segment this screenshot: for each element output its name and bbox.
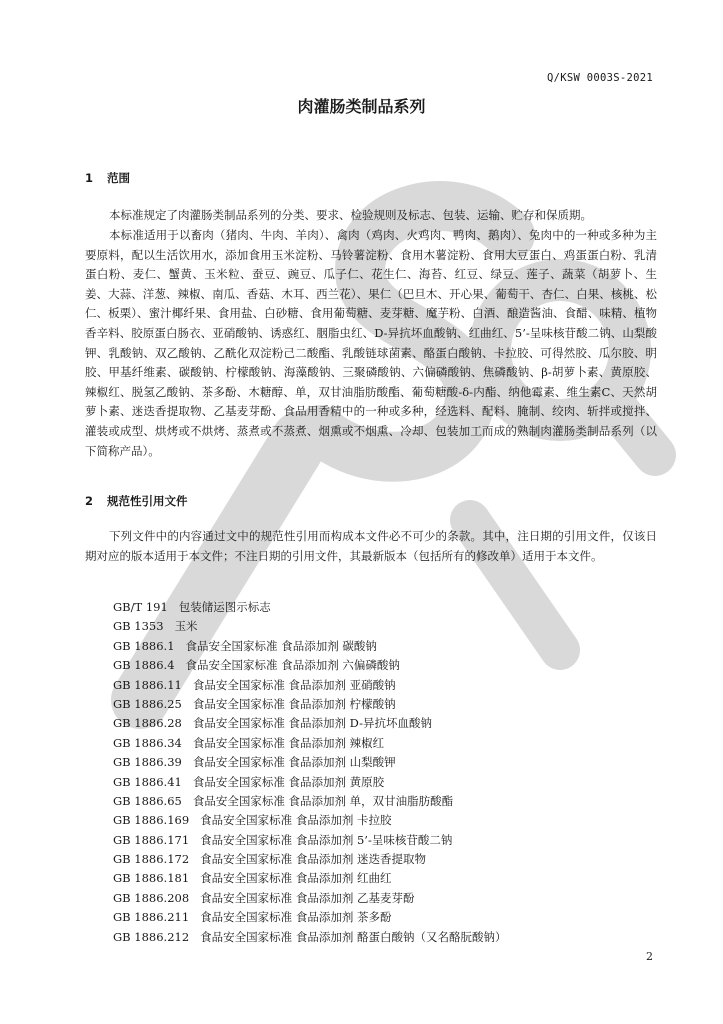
reference-item <box>113 676 506 695</box>
reference-item <box>113 831 506 850</box>
section-2-heading <box>85 493 188 509</box>
reference-title: 食品安全国家标准 食品添加剂 六偏磷酸钠 <box>185 658 400 673</box>
reference-title: 食品安全国家标准 食品添加剂 D-异抗坏血酸钠 <box>192 716 432 731</box>
reference-item <box>113 889 506 908</box>
reference-title: 食品安全国家标准 食品添加剂 茶多酚 <box>200 910 392 925</box>
reference-item <box>113 617 506 636</box>
reference-title: 食品安全国家标准 食品添加剂 柠檬酸钠 <box>192 696 396 711</box>
reference-title: 食品安全国家标准 食品添加剂 卡拉胶 <box>200 813 392 828</box>
reference-code: GB 1886.28 <box>113 716 182 731</box>
reference-code: GB 1886.181 <box>113 871 190 886</box>
reference-title: 食品安全国家标准 食品添加剂 碳酸钠 <box>185 638 377 653</box>
reference-item <box>113 695 506 714</box>
scope-paragraph-2: 本标准适用于以畜肉（猪肉、牛肉、羊肉）、禽肉（鸡肉、火鸡肉、鸭肉、鹅肉）、兔肉中的一种或多种为主要原料，配以生活饮用水，添加食用玉米淀粉、马铃薯淀粉、食用木薯淀粉、食用大豆蛋白、鸡蛋蛋白粉、乳清蛋白粉、麦仁、蟹黄、玉米粒、蚕豆、豌豆、瓜子仁、花生仁、海苔、红豆、绿豆、莲子、蔬菜（胡萝卜、生姜、大蒜、洋葱、辣椒、南瓜、香菇、木耳、西兰花）、果仁（巴旦木、开心果、葡萄干、杏仁、白果、核桃、松仁、板栗）、蜜汁椰纤果、食用盐、白砂糖、食用葡萄糖、麦芽糖、魔芋粉、白酒、酿造酱油、食醋、味精、植物香辛料、胶原蛋白肠衣、亚硝酸钠、诱惑红、胭脂虫红、D-异抗坏血酸钠、红曲红、5’-呈味核苷酸二钠、山梨酸钾、乳酸钠、双乙酸钠、乙酰化双淀粉己二酸酯、乳酸链球菌素、酪蛋白酸钠、卡拉胶、可得然胶、瓜尔胶、明胶、甲基纤维素、碳酸钠、柠檬酸钠、海藻酸钠、三聚磷酸钠、六偏磷酸钠、焦磷酸钠、β-胡萝卜素、黄原胶、辣椒红、脱氢乙酸钠、茶多酚、木糖醇、单，双甘油脂肪酸酯、葡萄糖酸-δ-内酯、纳他霉素、维生素C、天然胡萝卜素、迷迭香提取物、乙基麦芽酚、食品用香精中的一种或多种，经选料、配料、腌制、绞肉、斩拌或搅拌、灌装或成型、烘烤或不烘烤、蒸煮或不蒸煮、烟熏或不烟熏、冷却、包装加工而成的熟制肉灌肠类制品系列（以下简称产品）。 <box>85 228 657 458</box>
reference-code: GB 1353 <box>113 619 164 634</box>
reference-item <box>113 908 506 927</box>
reference-title: 食品安全国家标准 食品添加剂 乙基麦芽酚 <box>200 890 415 905</box>
reference-code: GB 1886.208 <box>113 890 190 905</box>
reference-code: GB 1886.34 <box>113 735 182 750</box>
reference-item <box>113 598 506 617</box>
scope-paragraph-1: 本标准规定了肉灌肠类制品系列的分类、要求、检验规则及标志、包装、运输、贮存和保质期。 <box>109 208 592 222</box>
reference-code: GB 1886.211 <box>113 910 190 925</box>
reference-title: 玉米 <box>174 619 198 634</box>
section-2-number: 2 <box>85 494 94 508</box>
references-intro-paragraph: 下列文件中的内容通过文中的规范性引用而构成本文件必不可少的条款。其中，注日期的引用文件，仅该日期对应的版本适用于本文件；不注日期的引用文件，其最新版本（包括所有的修改单）适用于本文件。 <box>85 529 657 563</box>
reference-item <box>113 811 506 830</box>
reference-code: GB/T 191 <box>113 600 168 614</box>
reference-item <box>113 792 506 811</box>
reference-list <box>113 598 506 947</box>
reference-title: 食品安全国家标准 食品添加剂 酪蛋白酸钠（又名酪朊酸钠） <box>200 929 507 944</box>
reference-code: GB 1886.212 <box>113 929 190 944</box>
reference-code: GB 1886.171 <box>113 832 190 847</box>
reference-title: 食品安全国家标准 食品添加剂 黄原胶 <box>192 774 385 789</box>
section-1-heading <box>85 170 130 186</box>
reference-code: GB 1886.25 <box>113 696 182 711</box>
reference-title: 食品安全国家标准 食品添加剂 山梨酸钾 <box>192 755 396 770</box>
reference-code: GB 1886.1 <box>113 638 175 653</box>
reference-item <box>113 869 506 888</box>
reference-title: 食品安全国家标准 食品添加剂 亚硝酸钠 <box>192 677 396 692</box>
reference-item <box>113 734 506 753</box>
reference-item <box>113 928 506 947</box>
section-2-title: 规范性引用文件 <box>107 494 188 508</box>
reference-item <box>113 714 506 733</box>
reference-code: GB 1886.172 <box>113 852 190 867</box>
reference-title: 食品安全国家标准 食品添加剂 单，双甘油脂肪酸酯 <box>192 793 454 808</box>
reference-title: 食品安全国家标准 食品添加剂 5’-呈味核苷酸二钠 <box>200 832 453 847</box>
reference-code: GB 1886.169 <box>113 813 190 828</box>
reference-title: 食品安全国家标准 食品添加剂 红曲红 <box>200 871 392 886</box>
section-1-number: 1 <box>85 171 94 185</box>
reference-code: GB 1886.41 <box>113 774 182 789</box>
reference-item <box>113 637 506 656</box>
reference-item <box>113 773 506 792</box>
reference-title: 食品安全国家标准 食品添加剂 迷迭香提取物 <box>200 852 426 867</box>
document-code: Q/KSW 0003S-2021 <box>547 72 653 84</box>
reference-code: GB 1886.11 <box>113 677 182 692</box>
page-title: 肉灌肠类制品系列 <box>297 97 426 116</box>
reference-code: GB 1886.4 <box>113 658 175 673</box>
reference-code: GB 1886.65 <box>113 793 182 808</box>
section-1-title: 范围 <box>107 171 130 185</box>
reference-item <box>113 656 506 675</box>
reference-code: GB 1886.39 <box>113 755 182 770</box>
reference-item <box>113 753 506 772</box>
reference-title: 食品安全国家标准 食品添加剂 辣椒红 <box>192 735 385 750</box>
page-number: 2 <box>646 950 653 963</box>
reference-item <box>113 850 506 869</box>
reference-title: 包装储运图示标志 <box>178 600 271 614</box>
